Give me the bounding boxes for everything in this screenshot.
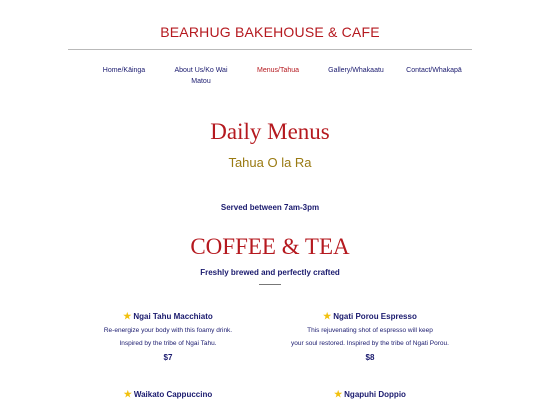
menu-item-name: Ngati Porou Espresso — [333, 312, 417, 321]
menu-item-price: $8 — [365, 353, 375, 362]
menu-item-description-line: Inspired by the tribe of Ngai Tahu. — [119, 340, 217, 347]
nav-gallery[interactable]: Gallery/Whakaatu — [328, 67, 384, 74]
serving-hours: Served between 7am-3pm — [220, 203, 320, 212]
star-icon: ★ — [123, 311, 132, 321]
menu-item-description-line: Re-energize your body with this foamy drink. — [103, 327, 233, 334]
page-subtitle: Tahua O la Ra — [228, 155, 312, 170]
nav-menus[interactable]: Menus/Tahua — [256, 67, 300, 74]
menu-item-name: Waikato Cappuccino — [133, 390, 213, 399]
menu-item-price: $7 — [163, 353, 173, 362]
menu-item — [68, 389, 268, 400]
menu-item-name: Ngai Tahu Macchiato — [133, 312, 213, 321]
menu-item — [270, 311, 470, 362]
section-tagline: Freshly brewed and perfectly crafted — [200, 268, 340, 277]
star-icon: ★ — [323, 311, 332, 321]
menu-item-description-line: This rejuvenating shot of espresso will keep — [307, 327, 433, 334]
menu-item-description-line: your soul restored. Inspired by the tribe of Ngati Porou. — [291, 340, 449, 347]
menu-item — [68, 311, 268, 362]
menu-item-name-row — [68, 311, 268, 322]
nav-contact[interactable]: Contact/Whakapā — [406, 67, 462, 74]
menu-item-name-row — [270, 389, 470, 400]
page-title: Daily Menus — [210, 119, 330, 144]
menu-item-name: Ngapuhi Doppio — [344, 390, 406, 399]
menu-item-name-row — [270, 311, 470, 322]
section-title: COFFEE & TEA — [190, 234, 350, 259]
nav-home[interactable]: Home/Kāinga — [102, 67, 146, 74]
site-title: BEARHUG BAKEHOUSE & CAFE — [160, 24, 380, 40]
menu-item — [270, 389, 470, 400]
menu-item-name-row — [68, 389, 268, 400]
section-divider — [259, 284, 281, 285]
menu-item-description — [68, 324, 268, 350]
main-nav — [0, 65, 540, 95]
menu-item-description — [270, 324, 470, 350]
star-icon: ★ — [123, 389, 132, 399]
header-divider — [68, 49, 472, 50]
nav-about[interactable]: About Us/Ko Wai Matou — [174, 67, 228, 85]
star-icon: ★ — [334, 389, 343, 399]
